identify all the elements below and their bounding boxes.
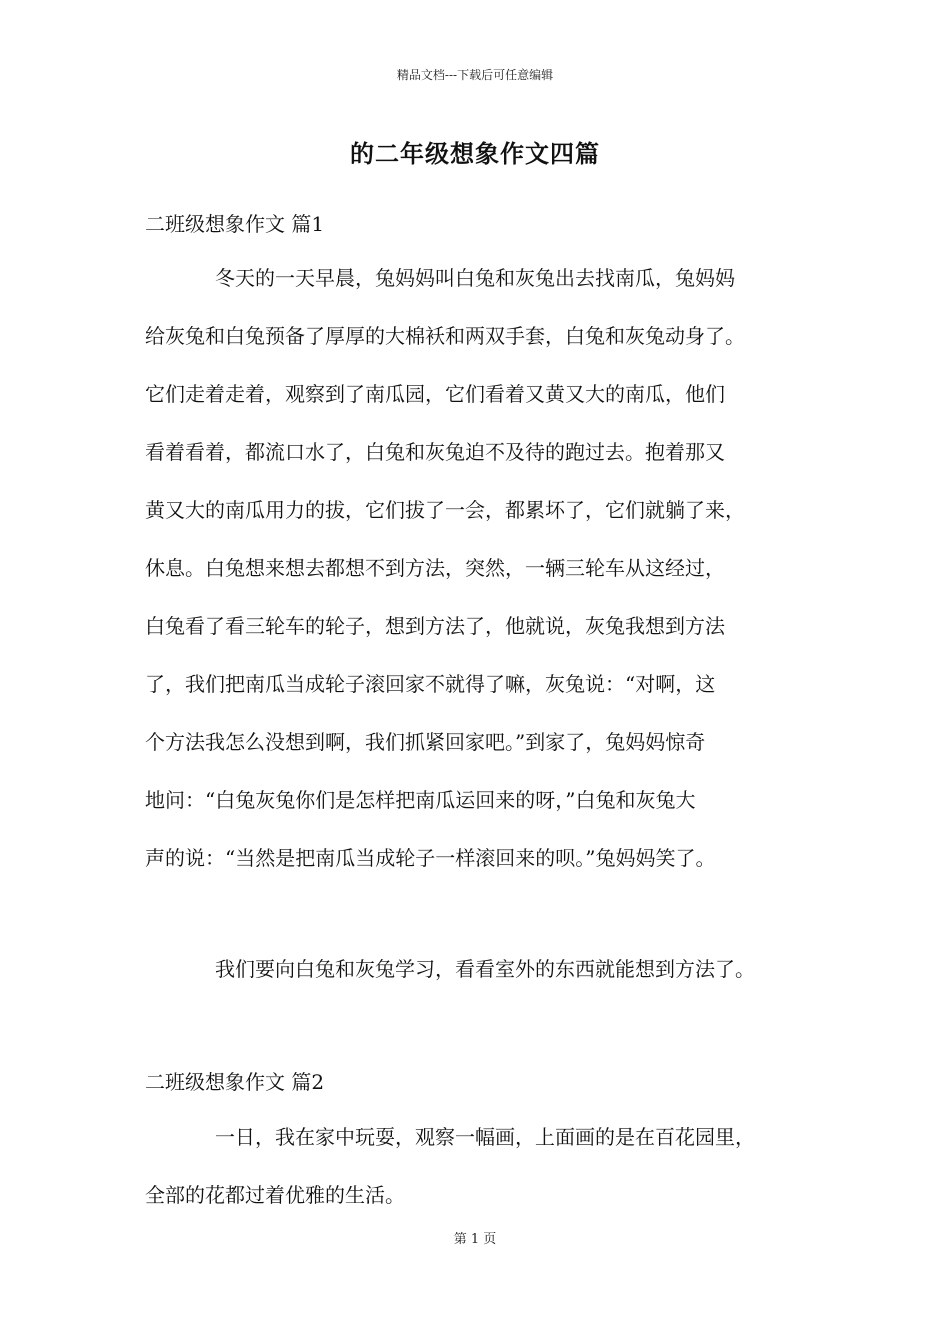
section-heading-2: 二班级想象作文 篇2 <box>145 1070 325 1094</box>
paragraph-line: 黄又大的南瓜用力的拔，它们拔了一会，都累坏了，它们就躺了来， <box>145 498 745 522</box>
paragraph-line: 个方法我怎么没想到啊，我们抓紧回家吧。”到家了，兔妈妈惊奇 <box>145 730 706 754</box>
paragraph-line: 白兔看了看三轮车的轮子，想到方法了，他就说，灰兔我想到方法 <box>145 614 725 638</box>
paragraph-line: 我们要向白兔和灰兔学习，看看室外的东西就能想到方法了。 <box>215 957 755 981</box>
paragraph-line: 冬天的一天早晨，兔妈妈叫白兔和灰兔出去找南瓜，兔妈妈 <box>215 266 735 290</box>
paragraph-line: 声的说：“当然是把南瓜当成轮子一样滚回来的呗。”兔妈妈笑了。 <box>145 846 716 870</box>
paragraph-line: 了，我们把南瓜当成轮子滚回家不就得了嘛，灰兔说：“对啊，这 <box>145 672 716 696</box>
page-footer: 第 1 页 <box>453 1232 497 1247</box>
paragraph-line: 休息。白兔想来想去都想不到方法，突然，一辆三轮车从这经过， <box>145 556 725 580</box>
section-heading-1: 二班级想象作文 篇1 <box>145 212 325 236</box>
paragraph-2 <box>145 940 825 998</box>
paragraph-1 <box>145 249 825 887</box>
paragraph-line: 全部的花都过着优雅的生活。 <box>145 1183 405 1207</box>
paragraph-line: 看着看着，都流口水了，白兔和灰兔迫不及待的跑过去。抱着那又 <box>145 440 725 464</box>
paragraph-line: 它们走着走着，观察到了南瓜园，它们看着又黄又大的南瓜，他们 <box>145 382 725 406</box>
paragraph-3 <box>145 1108 825 1224</box>
paragraph-line: 给灰兔和白兔预备了厚厚的大棉袄和两双手套，白兔和灰兔动身了。 <box>145 324 745 348</box>
document-title: 的二年级想象作文四篇 <box>350 139 600 168</box>
paragraph-line: 一日，我在家中玩耍，观察一幅画，上面画的是在百花园里， <box>215 1125 755 1149</box>
page-header: 精品文档---下载后可任意编辑 <box>396 68 554 82</box>
paragraph-line: 地问：“白兔灰兔你们是怎样把南瓜运回来的呀，”白兔和灰兔大 <box>145 788 696 812</box>
